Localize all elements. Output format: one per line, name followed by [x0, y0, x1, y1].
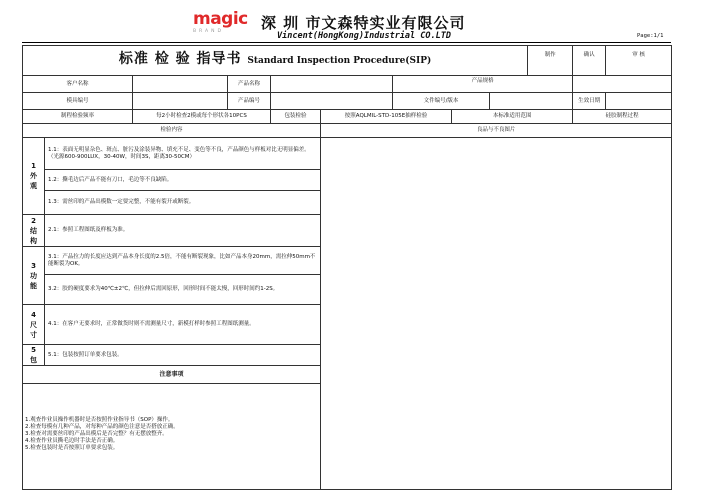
- section-3-number: 3: [31, 261, 36, 270]
- company-name-cn: 深 圳 市文森特实业有限公司: [261, 14, 466, 32]
- section-5-name-a: 包: [30, 356, 37, 364]
- header-divider: [22, 42, 671, 43]
- section-5-number: 5: [31, 346, 36, 354]
- sign-confirm: 确认: [573, 46, 606, 76]
- value-effective-date: [606, 93, 672, 110]
- value-inspect-frequency: 每2小时检查2模或每个形状各10PCS: [133, 110, 271, 124]
- section-2-label: [23, 215, 45, 247]
- label-pack-inspection: 包装检验: [271, 110, 321, 124]
- doc-title: [23, 46, 528, 76]
- doc-title-en: Standard Inspection Procedure(SIP): [247, 56, 432, 66]
- note-line-3: 3.检查对需要丝印的产品出模后是否完整？有无摆放整齐。: [25, 431, 168, 437]
- section-1-item-3: 1.3：需丝印的产品出模数一定要完整，不能有裂开或断裂。: [45, 191, 321, 215]
- section-1-name-a: 外: [30, 172, 37, 180]
- label-product-spec: 产品规格: [393, 76, 573, 93]
- note-line-5: 5.检查包装时是否按照订单要求包装。: [25, 445, 119, 451]
- label-scope: 本标准适用范围: [452, 110, 573, 124]
- section-4-label: [23, 305, 45, 345]
- label-product-no: 产品编号: [228, 93, 271, 110]
- section-3-name-b: 能: [30, 281, 37, 290]
- inspection-sheet: [22, 45, 672, 490]
- sign-review: 审 核: [606, 46, 672, 76]
- section-4-number: 4: [31, 310, 36, 319]
- section-3-name-a: 功: [30, 271, 37, 280]
- section-4-item-1: 4.1：在客户无要求时，正常做货时则不需测量尺寸，新模打样时参照工程图纸测量。: [45, 305, 321, 345]
- value-product-spec: [573, 76, 672, 93]
- logo-text: magic: [193, 9, 248, 29]
- label-doc-version: 文件编号/版本: [393, 93, 490, 110]
- company-logo: [193, 10, 249, 38]
- section-2-item-1: 2.1：参照工程图纸及样板为准。: [45, 215, 321, 247]
- section-2-number: 2: [31, 216, 36, 225]
- section-2-name-b: 构: [30, 236, 37, 245]
- value-doc-version: [490, 93, 573, 110]
- column-good-bad-images: 良品与不良图片: [321, 124, 672, 138]
- value-customer-name: [133, 76, 228, 93]
- section-1-label: [23, 138, 45, 215]
- logo-subtext: BRAND: [193, 29, 224, 34]
- value-scope: 硅胶制程过程: [573, 110, 672, 124]
- column-inspection-content: 检验内容: [23, 124, 321, 138]
- section-1-number: 1: [31, 162, 36, 170]
- label-effective-date: 生效日期: [573, 93, 606, 110]
- label-customer-name: 客户名称: [23, 76, 133, 93]
- section-2-name-a: 结: [30, 226, 37, 235]
- label-product-name: 产品名称: [228, 76, 271, 93]
- section-3-item-1: 3.1：产品拉力的长度应达到产品本身长度的2.5倍，不能有断裂现象，比如产品本身20mm，需拉伸50mm不能断裂为OK。: [45, 247, 321, 275]
- section-5-label: [23, 345, 45, 366]
- section-1-name-b: 观: [30, 182, 37, 190]
- note-line-2: 2.检查每模有几种产品，对每种产品的颜色注意是否搭放正确。: [25, 424, 179, 430]
- section-3-item-2: 3.2：胶的硬度要求为40℃±2℃，但拉伸后需回原形，回形时间不能太慢，回形时间约1-2S。: [45, 275, 321, 305]
- sign-made: 制作: [528, 46, 573, 76]
- section-3-label: [23, 247, 45, 305]
- value-product-name: [271, 76, 393, 93]
- note-line-4: 4.检查作业员撕毛边时手法是否正确。: [25, 438, 119, 444]
- value-product-no: [271, 93, 393, 110]
- notes-title: 注意事项: [23, 366, 321, 384]
- label-mold-no: 模具编号: [23, 93, 133, 110]
- note-line-1: 1.观查作业员操作机器时是否按照作业指导书（SOP）操作。: [25, 417, 174, 423]
- notes-list: [23, 384, 321, 490]
- section-1-item-1: 1.1：表面无明显杂色、斑点、脏污及涂装异物、填充不足、变色等不良，产品颜色与样板对比无明显偏差。（光源600-900LUX，30-40W，时间3S，距离30-50CM）: [45, 138, 321, 170]
- label-inspect-frequency: 制程检验频率: [23, 110, 133, 124]
- company-name-en: Vincent(HongKong)Industrial CO.LTD: [277, 31, 451, 41]
- value-pack-inspection: 按照AQLMIL-STD-105E抽样检验: [321, 110, 452, 124]
- section-1-item-2: 1.2：撕毛边后产品不能有刀口，毛边等不良缺陷。: [45, 170, 321, 191]
- images-area: [321, 138, 672, 490]
- page-number: Page:1/1: [637, 33, 664, 39]
- section-5-item-1: 5.1：包装按照订单要求包装。: [45, 345, 321, 366]
- doc-title-cn: 标准 检 验 指导书: [118, 51, 242, 67]
- value-mold-no: [133, 93, 228, 110]
- section-4-name-a: 尺: [30, 320, 37, 329]
- section-4-name-b: 寸: [30, 330, 37, 339]
